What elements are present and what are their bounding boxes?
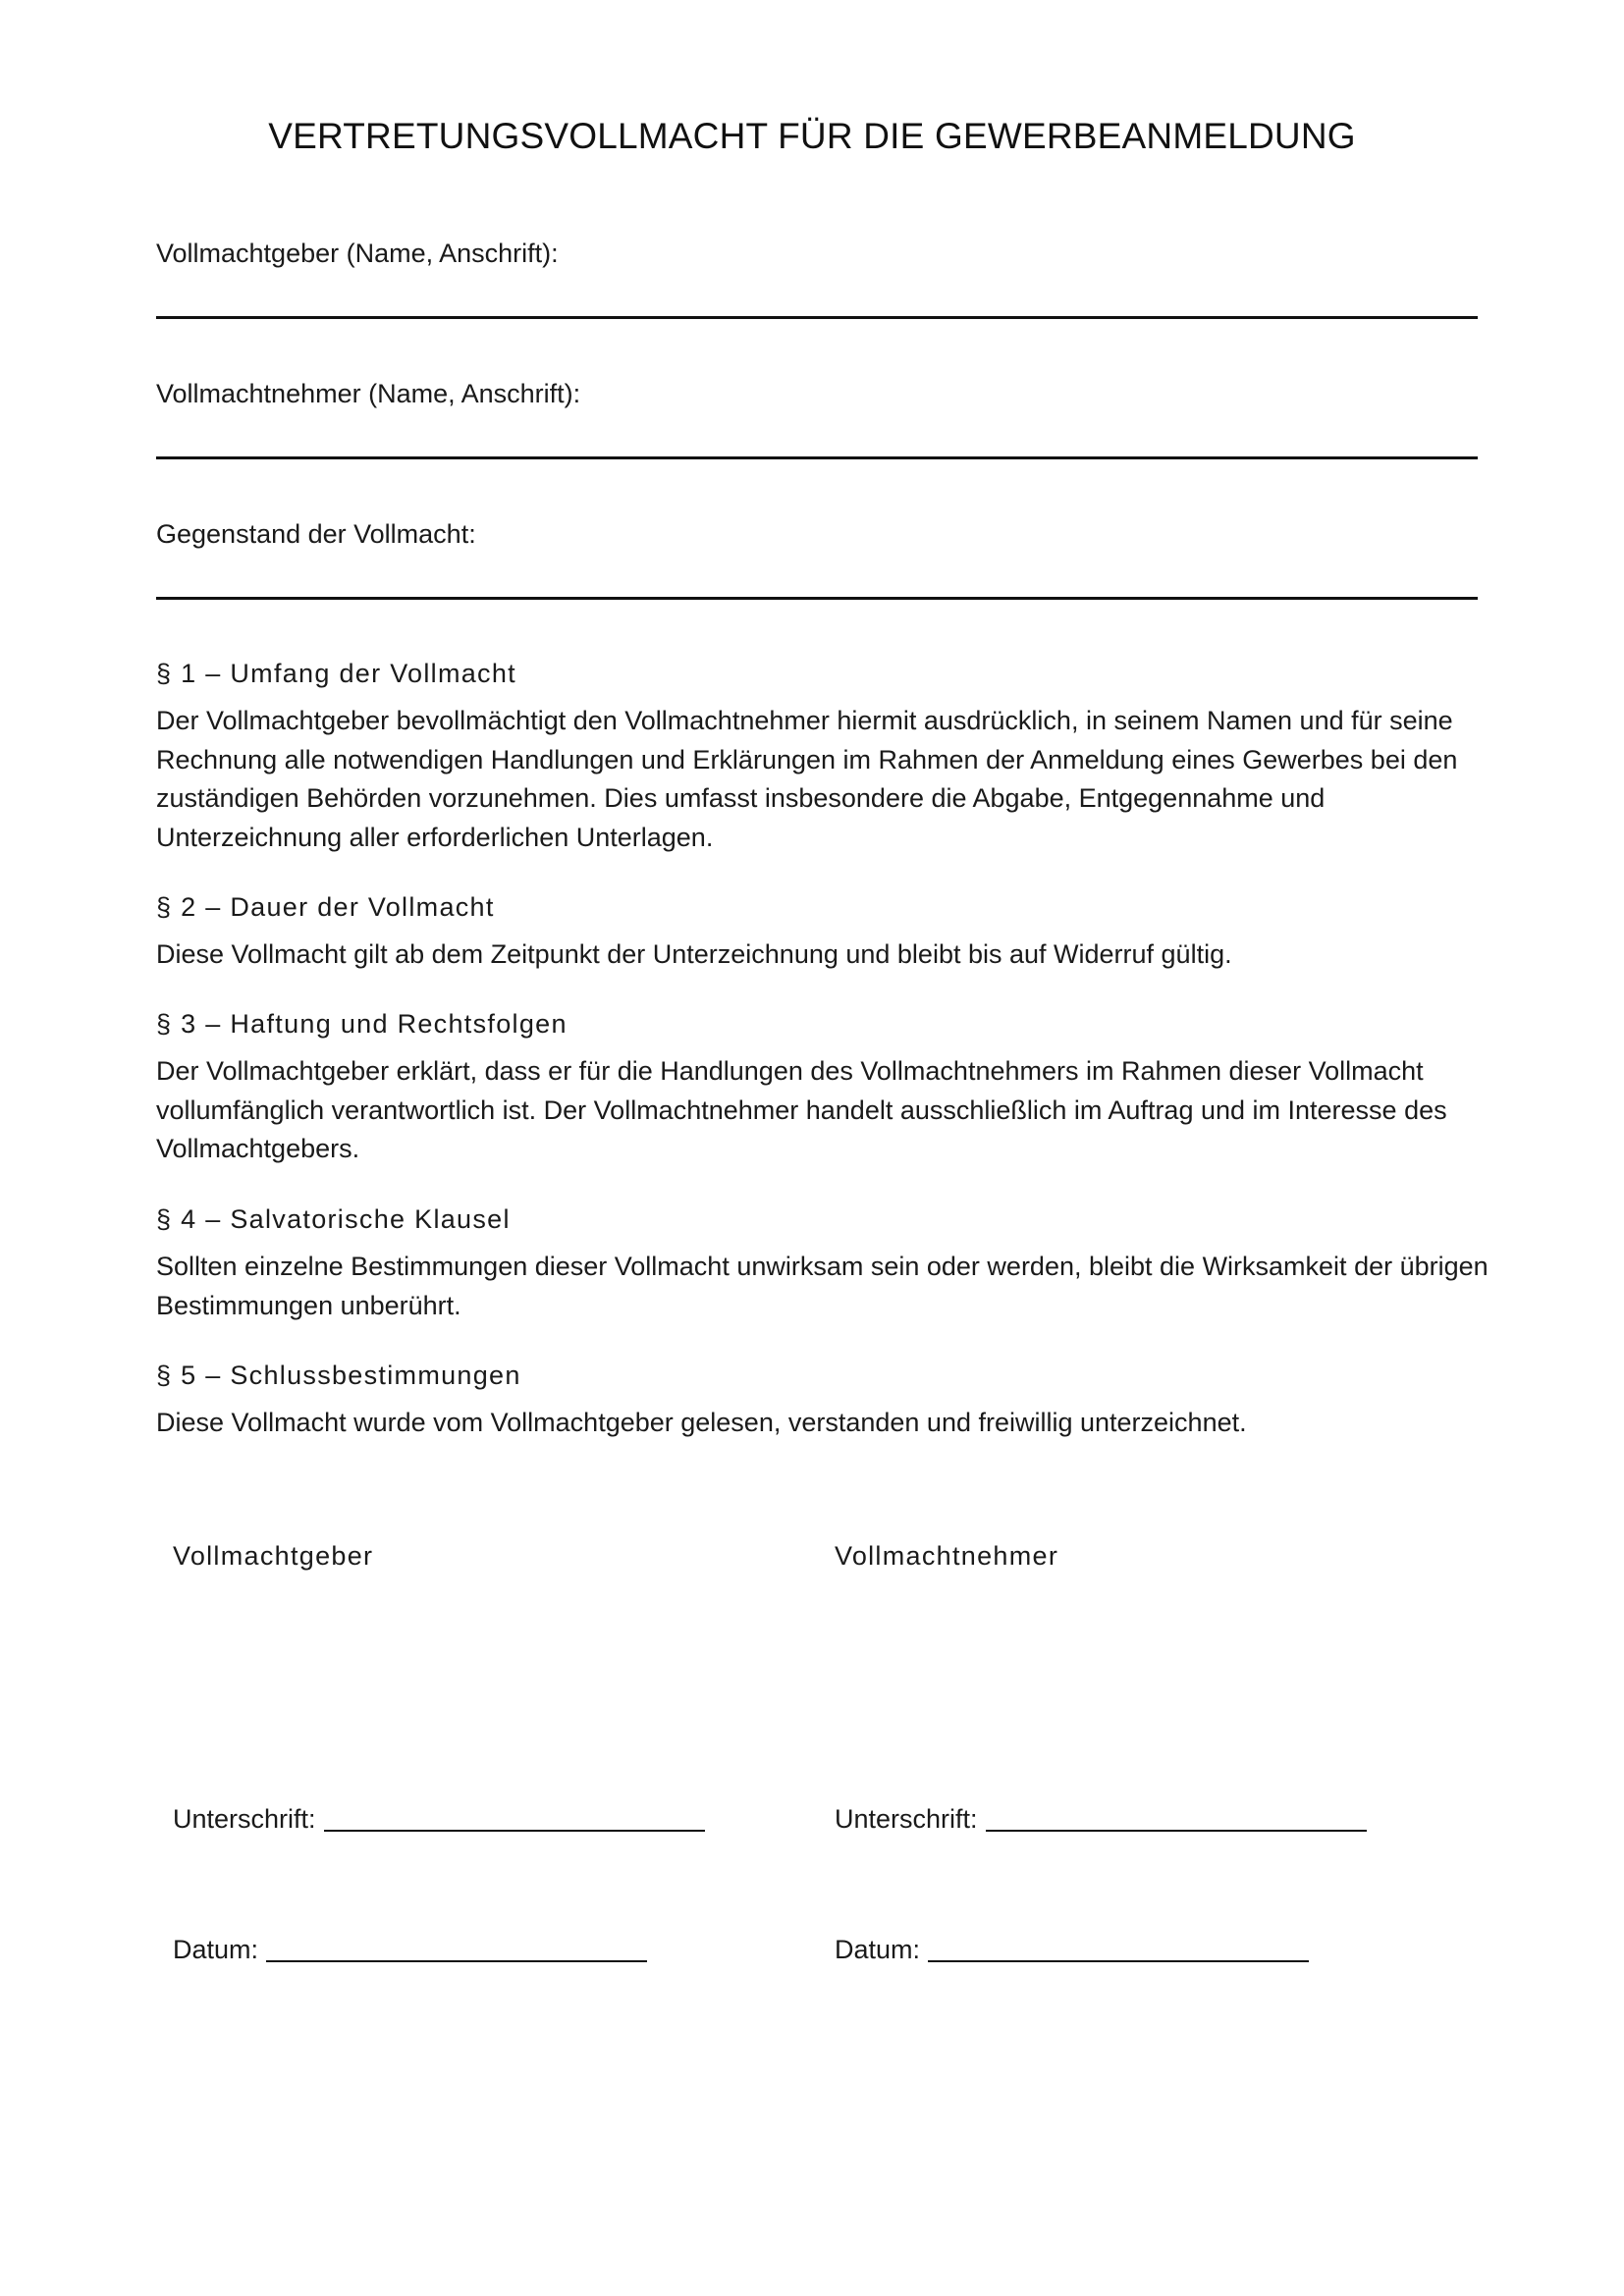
grantor-input-line[interactable] (156, 316, 1478, 319)
grantee-label: Vollmachtnehmer (Name, Anschrift): (156, 379, 581, 408)
date-line[interactable] (266, 1960, 647, 1962)
signature-label: Unterschrift: (835, 1804, 978, 1834)
document-title: VERTRETUNGSVOLLMACHT FÜR DIE GEWERBEANMELDUNG (268, 116, 1356, 156)
grantor-date-field[interactable] (173, 1935, 647, 1965)
date-line[interactable] (928, 1960, 1309, 1962)
date-label: Datum: (173, 1935, 259, 1964)
grantor-signature-heading: Vollmachtgeber (173, 1541, 374, 1571)
subject-label: Gegenstand der Vollmacht: (156, 519, 476, 549)
grantee-signature-heading: Vollmachtnehmer (835, 1541, 1059, 1571)
grantee-signature-field[interactable] (835, 1804, 1367, 1835)
section-4-body: Sollten einzelne Bestimmungen dieser Vollmacht unwirksam sein oder werden, bleibt die Wirksamkeit der übrigen Bestimmungen unberührt. (156, 1252, 1489, 1320)
grantee-input-line[interactable] (156, 456, 1478, 459)
section-3-heading: § 3 – Haftung und Rechtsfolgen (156, 1009, 568, 1039)
signature-line[interactable] (986, 1830, 1367, 1832)
grantor-label: Vollmachtgeber (Name, Anschrift): (156, 239, 559, 268)
signature-label: Unterschrift: (173, 1804, 316, 1834)
grantor-signature-field[interactable] (173, 1804, 705, 1835)
grantee-date-field[interactable] (835, 1935, 1309, 1965)
signature-line[interactable] (324, 1830, 705, 1832)
date-label: Datum: (835, 1935, 921, 1964)
section-1-body: Der Vollmachtgeber bevollmächtigt den Vollmachtnehmer hiermit ausdrücklich, in seinem Namen und für seine Rechnung alle notwendigen Handlungen und Erklärungen im Rahmen der Anmeldung eines Gewerbes bei den zuständigen Behörden vorzunehmen. Dies umfasst insbesondere die Abgabe, Entgegennahme und Unterzeichnung aller erforderlichen Unterlagen. (156, 706, 1458, 852)
section-4-heading: § 4 – Salvatorische Klausel (156, 1204, 511, 1234)
section-5-body: Diese Vollmacht wurde vom Vollmachtgeber gelesen, verstanden und freiwillig unterzeichnet. (156, 1408, 1247, 1437)
section-3-body: Der Vollmachtgeber erklärt, dass er für die Handlungen des Vollmachtnehmers im Rahmen dieser Vollmacht vollumfänglich verantwortlich ist. Der Vollmachtnehmer handelt ausschließlich im Auftrag und im Interesse des Vollmachtgebers. (156, 1056, 1447, 1163)
section-2-body: Diese Vollmacht gilt ab dem Zeitpunkt der Unterzeichnung und bleibt bis auf Widerruf gültig. (156, 939, 1232, 969)
subject-input-line[interactable] (156, 597, 1478, 600)
section-2-heading: § 2 – Dauer der Vollmacht (156, 892, 495, 922)
section-1-heading: § 1 – Umfang der Vollmacht (156, 659, 516, 688)
section-5-heading: § 5 – Schlussbestimmungen (156, 1361, 521, 1390)
